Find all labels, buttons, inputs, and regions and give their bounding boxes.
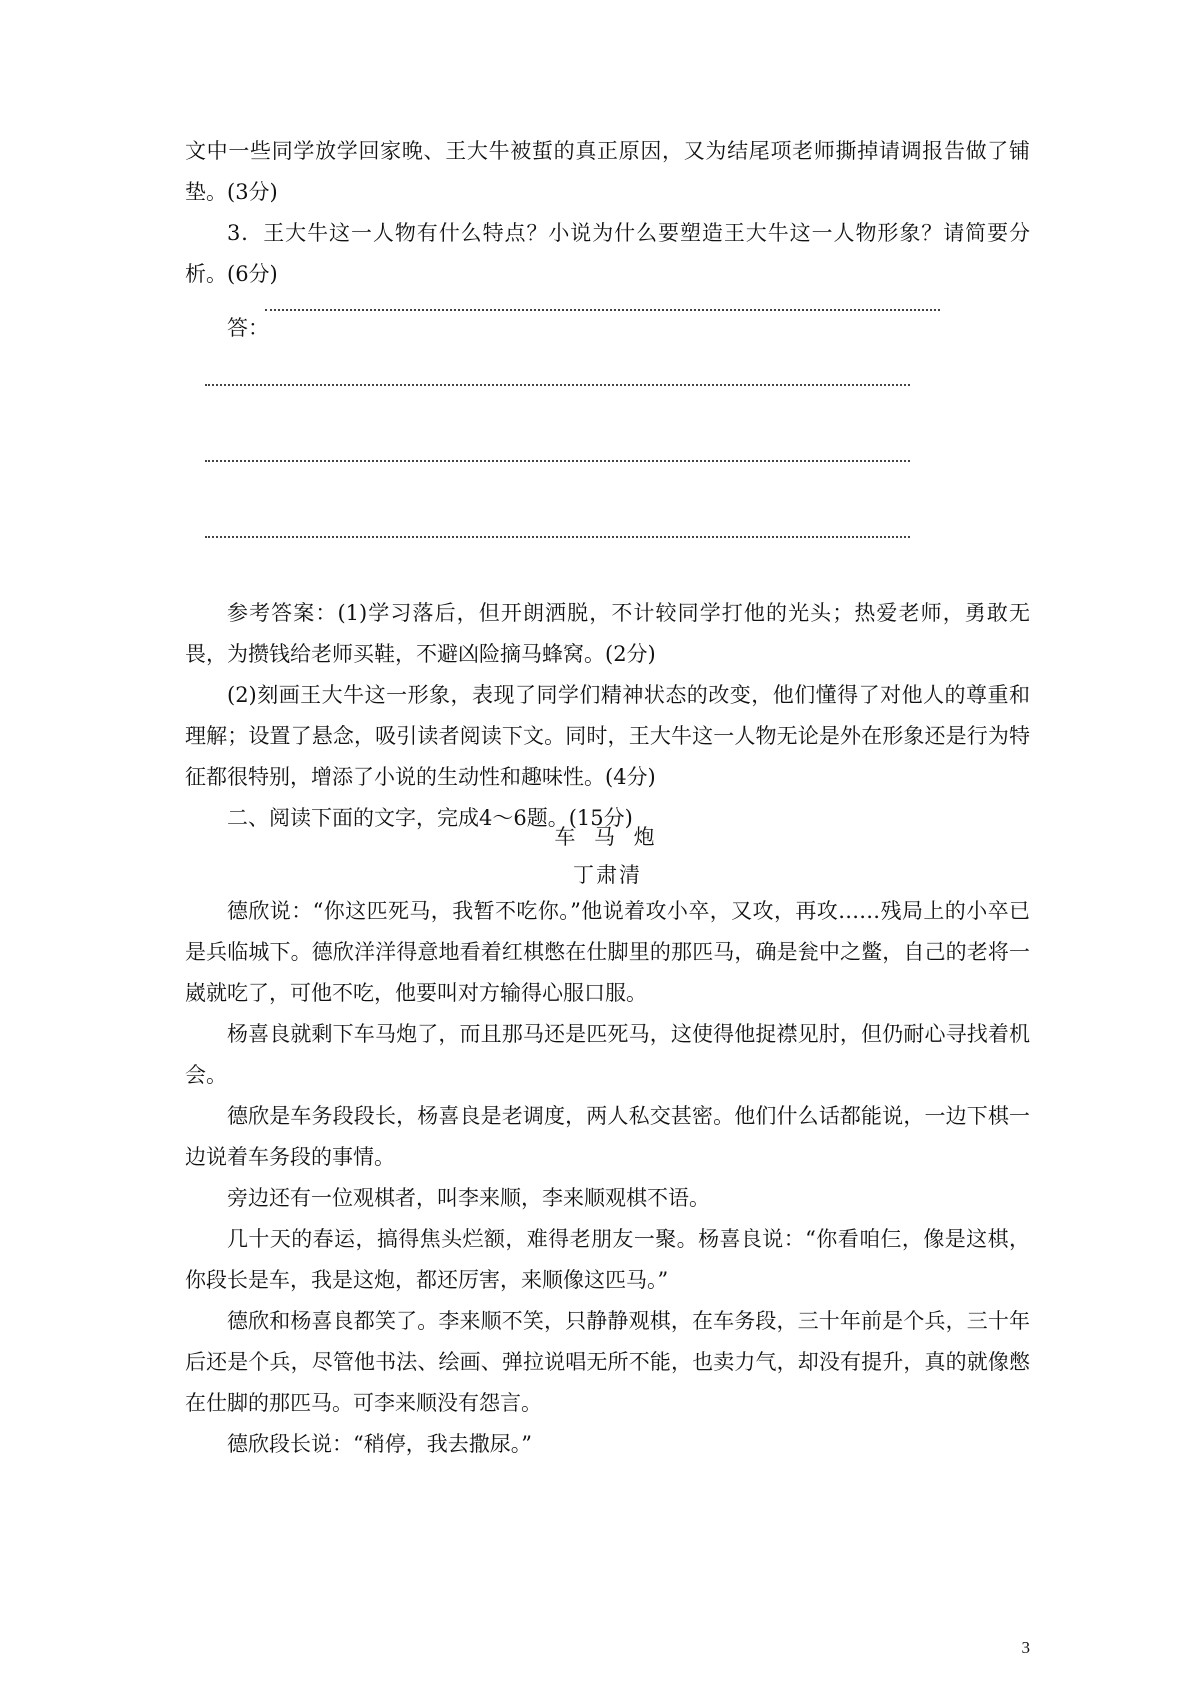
- story-title: 车 马 炮: [554, 825, 661, 849]
- story-paragraph: 德欣段长说：“稍停，我去撒尿。”: [227, 1432, 532, 1456]
- carryover-paragraph: 文中一些同学放学回家晚、王大牛被蜇的真正原因，又为结尾项老师撕掉请调报告做了铺垫。(3分): [185, 139, 1030, 204]
- story-author: 丁肃清: [573, 863, 642, 887]
- story-paragraph: 德欣和杨喜良都笑了。李来顺不笑，只静静观棋，在车务段，三十年前是个兵，三十年后还是个兵，尽管他书法、绘画、弹拉说唱无所不能，也卖力气，却没有提升，真的就像憋在仕脚的那匹马。可李来顺没有怨言。: [185, 1309, 1030, 1415]
- story-paragraph: 旁边还有一位观棋者，叫李来顺，李来顺观棋不语。: [227, 1186, 710, 1210]
- answer-line-3[interactable]: [205, 460, 910, 462]
- answer-line-1[interactable]: [265, 309, 940, 311]
- section-2-intro: 二、阅读下面的文字，完成4～6题。(15分): [227, 806, 633, 830]
- story-paragraph: 杨喜良就剩下车马炮了，而且那马还是匹死马，这使得他捉襟见肘，但仍耐心寻找着机会。: [185, 1022, 1030, 1087]
- story-paragraph: 德欣说：“你这匹死马，我暂不吃你。”他说着攻小卒，又攻，再攻……残局上的小卒已是兵临城下。德欣洋洋得意地看着红棋憋在仕脚里的那匹马，确是瓮中之鳖，自己的老将一崴就吃了，可他不吃，他要叫对方输得心服口服。: [185, 899, 1030, 1005]
- question-3: 3．王大牛这一人物有什么特点？小说为什么要塑造王大牛这一人物形象？请简要分析。(6分): [185, 221, 1030, 286]
- story-paragraph: 几十天的春运，搞得焦头烂额，难得老朋友一聚。杨喜良说：“你看咱仨，像是这棋，你段长是车，我是这炮，都还厉害，来顺像这匹马。”: [185, 1227, 1030, 1292]
- story-paragraph: 德欣是车务段段长，杨喜良是老调度，两人私交甚密。他们什么话都能说，一边下棋一边说着车务段的事情。: [185, 1104, 1030, 1169]
- page-number: 3: [1021, 1638, 1030, 1657]
- answer-line-4[interactable]: [205, 536, 910, 538]
- reference-answer-1: 参考答案：(1)学习落后，但开朗洒脱，不计较同学打他的光头；热爱老师，勇敢无畏，为攒钱给老师买鞋，不避凶险摘马蜂窝。(2分): [185, 601, 1030, 666]
- reference-answer-2: (2)刻画王大牛这一形象，表现了同学们精神状态的改变，他们懂得了对他人的尊重和理解；设置了悬念，吸引读者阅读下文。同时，王大牛这一人物无论是外在形象还是行为特征都很特别，增添了小说的生动性和趣味性。(4分): [185, 683, 1030, 789]
- answer-line-2[interactable]: [205, 384, 910, 386]
- answer-label: 答：: [227, 316, 269, 340]
